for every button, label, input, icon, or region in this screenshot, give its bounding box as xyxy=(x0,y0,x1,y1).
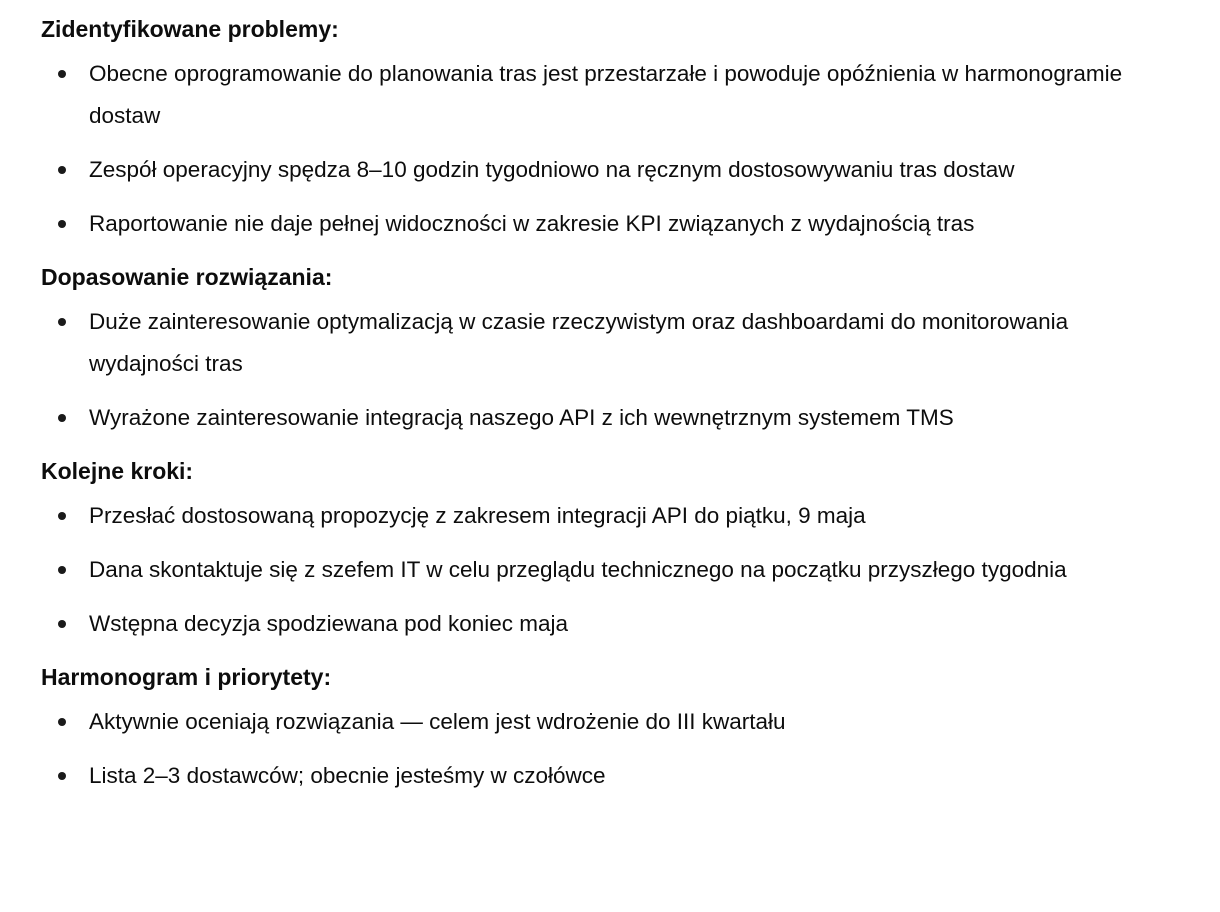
list-item-text: Raportowanie nie daje pełnej widoczności w zakresie KPI związanych z wydajnością tras xyxy=(89,211,975,236)
list-item-text: Duże zainteresowanie optymalizacją w czasie rzeczywistym oraz dashboardami do monitorowania wydajności tras xyxy=(89,309,1069,376)
bullet-dot-icon xyxy=(58,414,66,422)
list-item-text: Przesłać dostosowaną propozycję z zakresem integracji API do piątku, 9 maja xyxy=(89,503,866,528)
bullet-dot-icon xyxy=(58,220,66,228)
bullet-dot-icon xyxy=(58,70,66,78)
bullet-list xyxy=(41,495,1179,645)
list-item xyxy=(41,755,1179,797)
list-item-text: Obecne oprogramowanie do planowania tras jest przestarzałe i powoduje opóźnienia w harmonogramie dostaw xyxy=(89,61,1123,128)
list-item-text: Wstępna decyzja spodziewana pod koniec maja xyxy=(89,611,569,636)
list-item-text: Lista 2–3 dostawców; obecnie jesteśmy w czołówce xyxy=(89,763,606,788)
section-timeline-priorities xyxy=(41,662,1179,797)
list-item xyxy=(41,603,1179,645)
list-item-text: Wyrażone zainteresowanie integracją naszego API z ich wewnętrznym systemem TMS xyxy=(89,405,954,430)
list-item xyxy=(41,549,1179,591)
section-solution-fit xyxy=(41,262,1179,439)
list-item-text: Aktywnie oceniają rozwiązania — celem jest wdrożenie do III kwartału xyxy=(89,709,786,734)
bullet-dot-icon xyxy=(58,718,66,726)
list-item xyxy=(41,397,1179,439)
section-title: Dopasowanie rozwiązania: xyxy=(41,264,333,290)
section-next-steps xyxy=(41,456,1179,645)
list-item xyxy=(41,203,1179,245)
bullet-dot-icon xyxy=(58,772,66,780)
bullet-dot-icon xyxy=(58,566,66,574)
bullet-dot-icon xyxy=(58,620,66,628)
bullet-dot-icon xyxy=(58,318,66,326)
section-identified-problems xyxy=(41,14,1179,245)
list-item-text: Zespół operacyjny spędza 8–10 godzin tygodniowo na ręcznym dostosowywaniu tras dostaw xyxy=(89,157,1015,182)
list-item xyxy=(41,149,1179,191)
bullet-list xyxy=(41,301,1179,439)
section-title: Zidentyfikowane problemy: xyxy=(41,16,339,42)
list-item xyxy=(41,53,1179,137)
section-title: Harmonogram i priorytety: xyxy=(41,664,332,690)
list-item xyxy=(41,301,1179,385)
bullet-dot-icon xyxy=(58,166,66,174)
list-item xyxy=(41,495,1179,537)
bullet-list xyxy=(41,701,1179,797)
section-title: Kolejne kroki: xyxy=(41,458,194,484)
list-item-text: Dana skontaktuje się z szefem IT w celu przeglądu technicznego na początku przyszłego tygodnia xyxy=(89,557,1067,582)
bullet-list xyxy=(41,53,1179,245)
list-item xyxy=(41,701,1179,743)
bullet-dot-icon xyxy=(58,512,66,520)
